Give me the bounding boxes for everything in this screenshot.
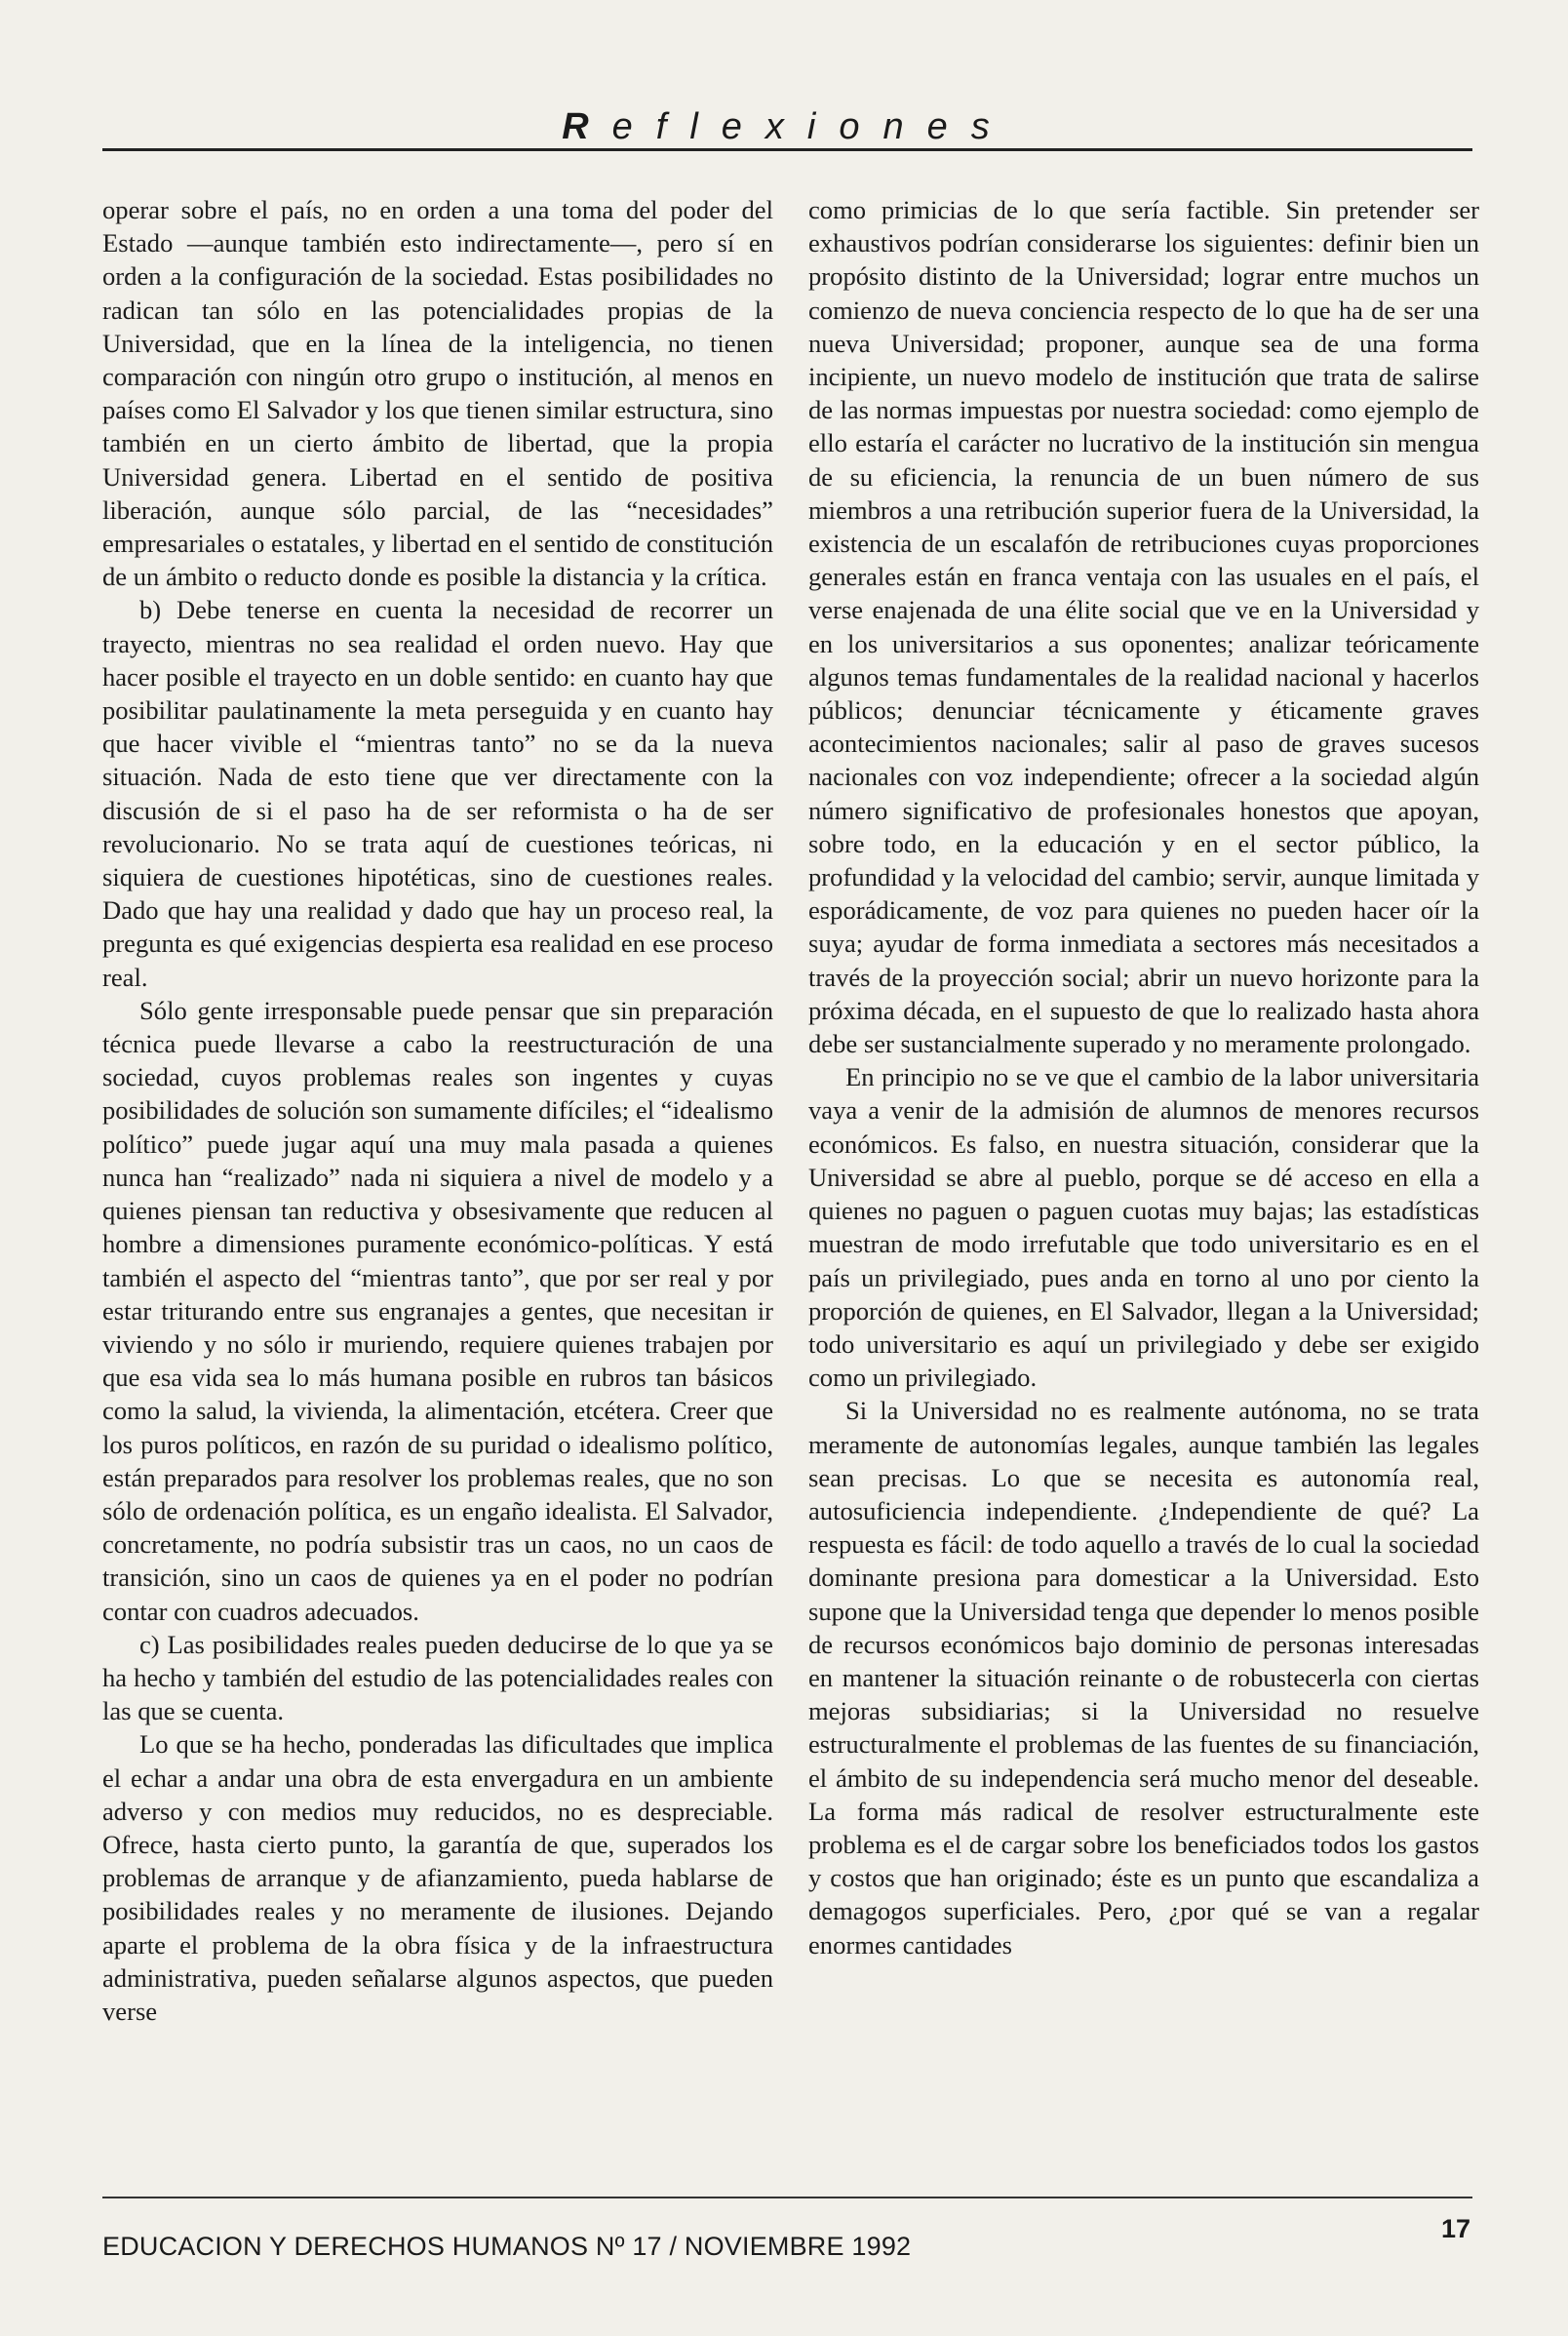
paragraph: operar sobre el país, no en orden a una toma del poder del Estado —aunque también esto indirectamente—, pero sí en orden a la configuración de la sociedad. Estas posibilidades no radican tan sólo en las potencialidades propias de la Universidad, que en la línea de la inteligencia, no tienen comparación con ningún otro grupo o institución, al menos en países como El Salvador y los que tienen similar estructura, sino también en un cierto ámbito de libertad, que la propia Universidad genera. Libertad en el sentido de positiva liberación, aunque sólo parcial, de las “necesidades” empresariales o estatales, y libertad en el sentido de constitución de un ámbito o reducto donde es posible la distancia y la crítica. bbox=[102, 195, 773, 592]
section-header bbox=[102, 105, 1472, 151]
footer-divider bbox=[102, 2197, 1472, 2198]
paragraph: Sólo gente irresponsable puede pensar que sin preparación técnica puede llevarse a cabo la reestructuración de una sociedad, cuyos problemas reales son ingentes y cuyas posibilidades de solución son sumamente difíciles; el “idealismo político” puede jugar aquí una muy mala pasada a quienes nunca han “realizado” nada ni siquiera a nivel de modelo y a quienes piensan tan reductiva y obsesivamente que reducen al hombre a dimensiones puramente económico-políticas. Y está también el aspecto del “mientras tanto”, que por ser real y por estar triturando entre sus engranajes a gentes, que necesitan ir viviendo y no sólo ir muriendo, requiere quienes trabajen por que esa vida sea lo más humana posible en rubros tan básicos como la salud, la vivienda, la alimentación, etcétera. Creer que los puros políticos, en razón de su puridad o idealismo político, están preparados para resolver los problemas reales, que no son sólo de ordenación política, es un engaño idealista. El Salvador, concretamente, no podría subsistir tras un caos, no un caos de transición, sino un caos de quienes ya en el poder no podrían contar con cuadros adecuados. bbox=[102, 995, 773, 1626]
section-title-initial: R bbox=[562, 106, 612, 147]
left-column bbox=[102, 193, 773, 2028]
paragraph: como primicias de lo que sería factible. Sin pretender ser exhaustivos podrían considerarse los siguientes: definir bien un propósito distinto de la Universidad; lograr entre muchos un comienzo de nueva conciencia respecto de lo que ha de ser una nueva Universidad; proponer, aunque sea de una forma incipiente, un nuevo modelo de institución que trata de salirse de las normas impuestas por nuestra sociedad: como ejemplo de ello estaría el carácter no lucrativo de la institución sin mengua de su eficiencia, la renuncia de un buen número de sus miembros a una retribución superior fuera de la Universidad, la existencia de un escalafón de retribuciones cuyas proporciones generales están en franca ventaja con las usuales en el país, el verse enajenada de una élite social que ve en la Universidad y en los universitarios a sus oponentes; analizar teóricamente algunos temas fundamentales de la realidad nacional y hacerlos públicos; denunciar técnicamente y éticamente graves acontecimientos nacionales; salir al paso de graves sucesos nacionales con voz independiente; ofrecer a la sociedad algún número significativo de profesionales honestos que apoyan, sobre todo, en la educación y en el sector público, la profundidad y la velocidad del cambio; servir, aunque limitada y esporádicamente, de voz para quienes no pueden hacer oír la suya; ayudar de forma inmediata a sectores más necesitados a través de la proyección social; abrir un nuevo horizonte para la próxima década, en el supuesto de que lo realizado hasta ahora debe ser sustancialmente superado y no meramente prolongado. bbox=[808, 195, 1479, 1059]
paragraph: c) Las posibilidades reales pueden deducirse de lo que ya se ha hecho y también del estudio de las potencialidades reales con las que se cuenta. bbox=[102, 1629, 773, 1726]
paragraph: Si la Universidad no es realmente autónoma, no se trata meramente de autonomías legales, aunque también las legales sean precisas. Lo que se necesita es autonomía real, autosuficiencia independiente. ¿Independiente de qué? La respuesta es fácil: de todo aquello a través de lo cual la sociedad dominante presiona para domesticar a la Universidad. Esto supone que la Universidad tenga que depender lo menos posible de recursos económicos bajo dominio de personas interesadas en mantener la situación reinante o de robustecerla con ciertas mejoras subsidiarias; si la Universidad no resuelve estructuralmente el problemas de las fuentes de su financiación, el ámbito de su independencia será mucho menor del deseable. La forma más radical de resolver estructuralmente este problema es el de cargar sobre los beneficiados todos los gastos y costos que han originado; éste es un punto que escandaliza a demagogos superficiales. Pero, ¿por qué se van a regalar enormes cantidades bbox=[808, 1396, 1479, 1960]
paragraph: Lo que se ha hecho, ponderadas las dificultades que implica el echar a andar una obra de esta envergadura en un ambiente adverso y con medios muy reducidos, no es despreciable. Ofrece, hasta cierto punto, la garantía de que, superados los problemas de arranque y de afianzamiento, pueda hablarse de posibilidades reales y no meramente de ilusiones. Dejando aparte el problema de la obra física y de la infraestructura administrativa, pueden señalarse algunos aspectos, que pueden verse bbox=[102, 1729, 773, 2026]
right-column bbox=[808, 193, 1479, 1961]
section-title-rest: eflexiones bbox=[611, 106, 1013, 147]
page-number: 17 bbox=[1440, 2214, 1470, 2243]
section-title bbox=[102, 105, 1472, 148]
publication-info: EDUCACION Y DERECHOS HUMANOS Nº 17 / NOVIEMBRE 1992 bbox=[102, 2232, 912, 2261]
paragraph: En principio no se ve que el cambio de la labor universitaria vaya a venir de la admisión de alumnos de menores recursos económicos. Es falso, en nuestra situación, considerar que la Universidad se abre al pueblo, porque se dé acceso en ella a quienes no paguen o paguen cuotas muy bajas; las estadísticas muestran de modo irrefutable que todo universitario es en el país un privilegiado, pues anda en torno al uno por ciento la proporción de quienes, en El Salvador, llegan a la Universidad; todo universitario es aquí un privilegiado y debe ser exigido como un privilegiado. bbox=[808, 1062, 1479, 1393]
paragraph: b) Debe tenerse en cuenta la necesidad de recorrer un trayecto, mientras no sea realidad el orden nuevo. Hay que hacer posible el trayecto en un doble sentido: en cuanto hay que posibilitar paulatinamente la meta perseguida y en cuanto hay que hacer vivible el “mientras tanto” no se da la nueva situación. Nada de esto tiene que ver directamente con la discusión de si el paso ha de ser reformista o ha de ser revolucionario. No se trata aquí de cuestiones teóricas, ni siquiera de cuestiones hipotéticas, sino de cuestiones reales. Dado que hay una realidad y dado que hay un proceso real, la pregunta es qué exigencias despierta esa realidad en ese proceso real. bbox=[102, 595, 773, 992]
